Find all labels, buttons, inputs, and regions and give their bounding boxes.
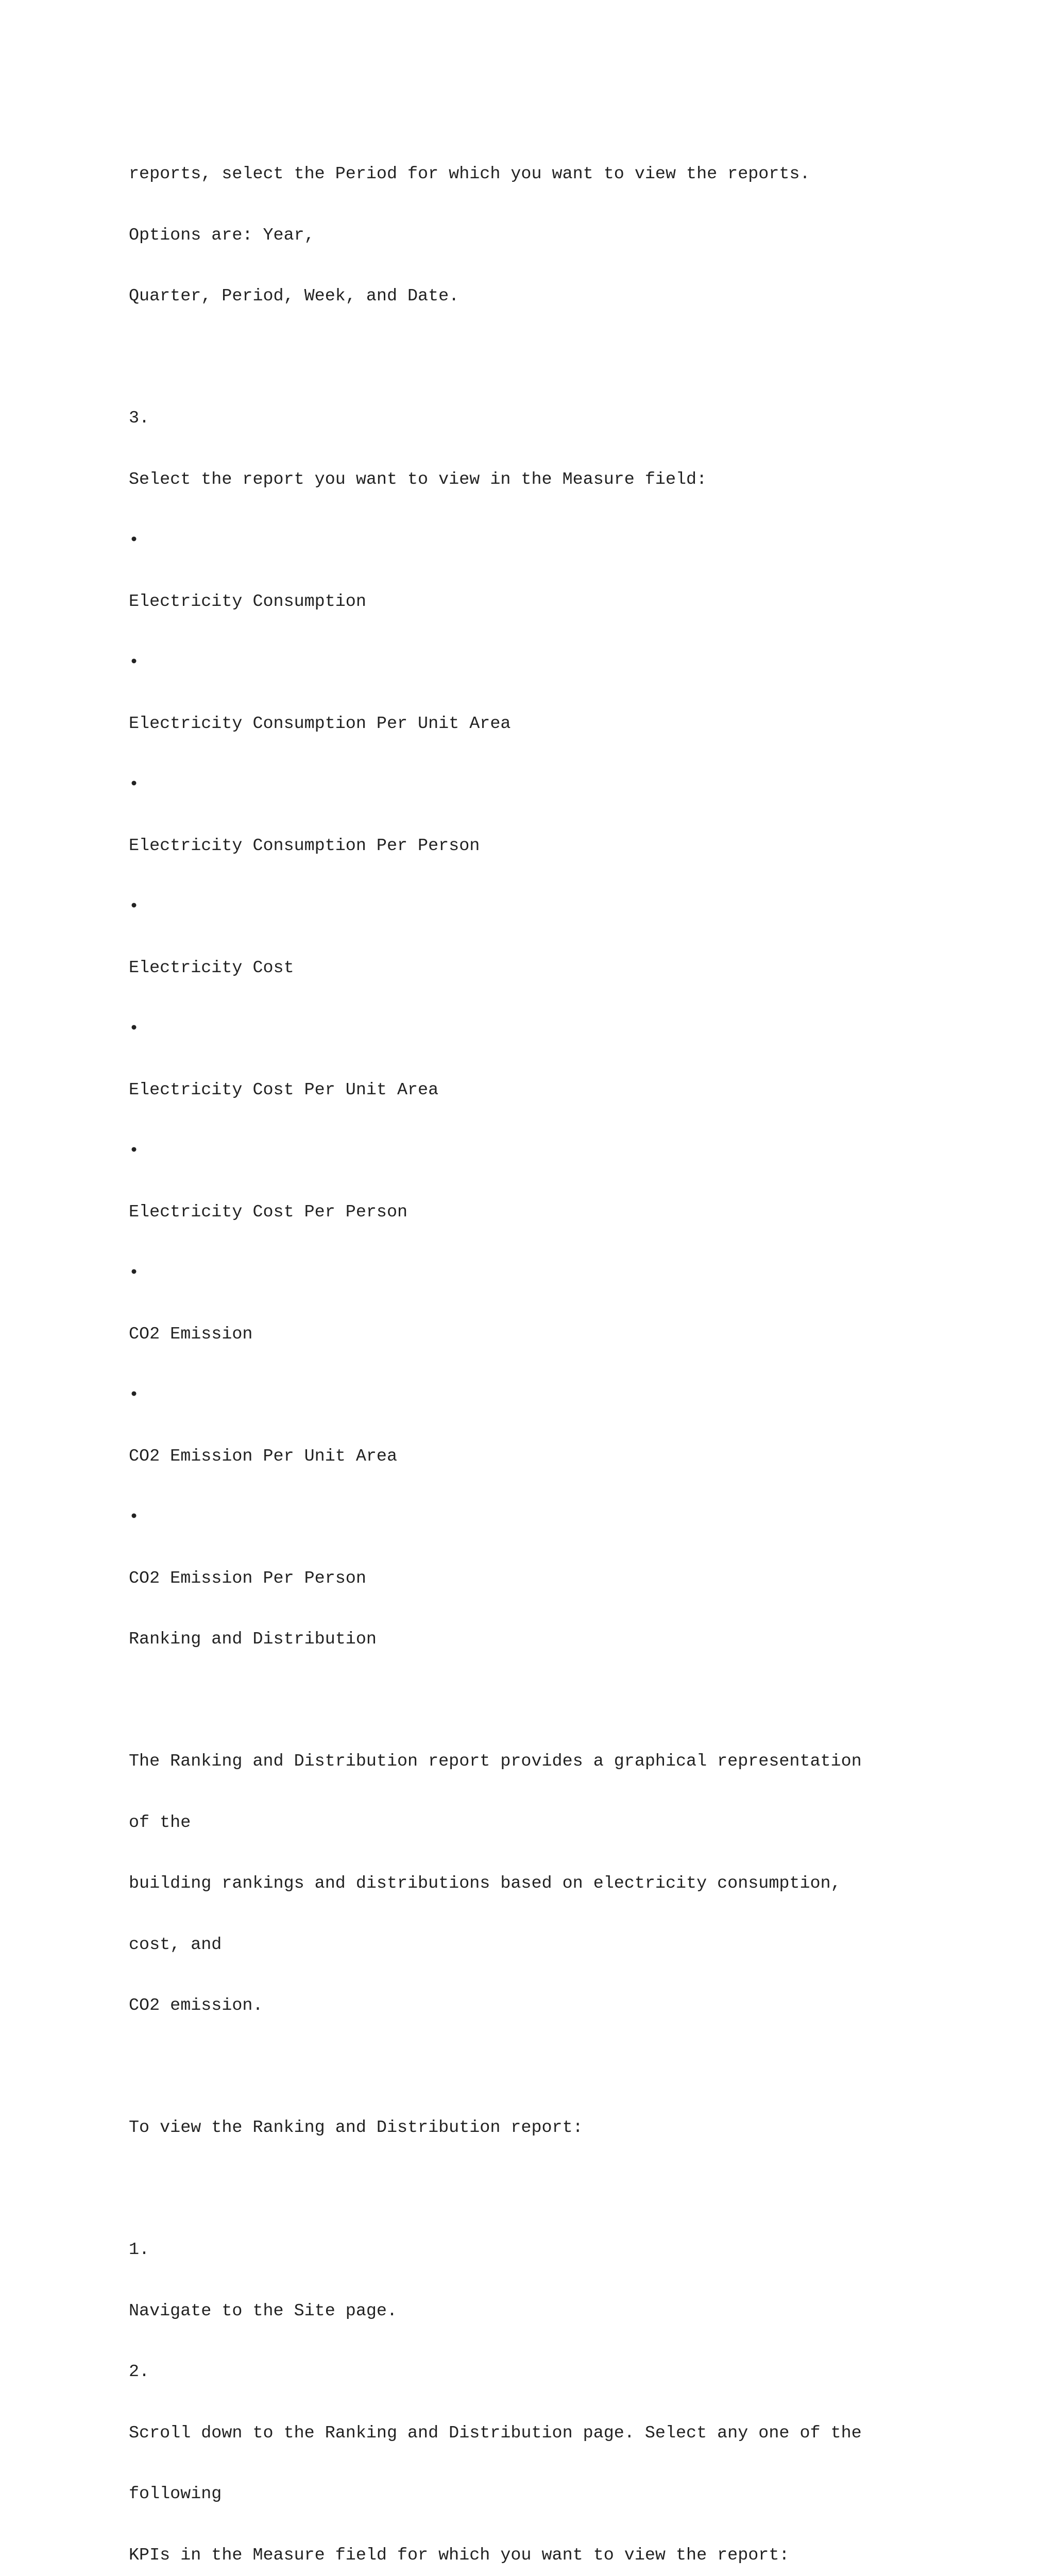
bullet: •: [129, 531, 140, 550]
step-number: 3.: [129, 409, 150, 428]
list-item: Electricity Cost Per Unit Area: [129, 1080, 439, 1100]
text-line: CO2 emission.: [129, 1996, 263, 2015]
blank-line: [129, 2179, 932, 2200]
bullet: •: [129, 1019, 140, 1039]
list-item: Electricity Consumption: [129, 591, 366, 612]
bullet: •: [129, 897, 140, 917]
step-number: 1.: [129, 2240, 150, 2260]
text-line: To view the Ranking and Distribution report:: [129, 2118, 583, 2138]
text-line: KPIs in the Measure field for which you want to view the report:: [129, 2545, 790, 2565]
list-item: CO2 Emission Per Unit Area: [129, 1446, 397, 1466]
bullet: •: [129, 775, 140, 794]
bullet: •: [129, 1385, 140, 1405]
document-text: [129, 124, 932, 2576]
bullet: •: [129, 653, 140, 672]
text-line: of the: [129, 1812, 191, 1833]
blank-line: [129, 2057, 932, 2078]
list-item: Electricity Consumption Per Person: [129, 836, 480, 856]
text-line: building rankings and distributions based on electricity consumption,: [129, 1874, 841, 1893]
text-line: Options are: Year,: [129, 225, 315, 245]
blank-line: [129, 1691, 932, 1711]
section-heading: Ranking and Distribution: [129, 1630, 377, 1649]
bullet: •: [129, 1141, 140, 1161]
step-number: 2.: [129, 2362, 150, 2382]
text-line: Scroll down to the Ranking and Distribution page. Select any one of the: [129, 2423, 862, 2443]
text-line: Select the report you want to view in the Measure field:: [129, 469, 707, 489]
bullet: •: [129, 1507, 140, 1527]
list-item: Electricity Cost: [129, 958, 294, 978]
text-line: reports, select the Period for which you want to view the reports.: [129, 164, 810, 184]
list-item: Electricity Cost Per Person: [129, 1202, 408, 1222]
text-line: Navigate to the Site page.: [129, 2301, 397, 2321]
list-item: Electricity Consumption Per Unit Area: [129, 714, 511, 734]
list-item: CO2 Emission: [129, 1324, 253, 1344]
list-item: CO2 Emission Per Person: [129, 1568, 366, 1588]
bullet: •: [129, 1263, 140, 1283]
text-line: Quarter, Period, Week, and Date.: [129, 286, 460, 306]
text-line: following: [129, 2484, 222, 2504]
text-line: cost, and: [129, 1935, 222, 1955]
text-line: The Ranking and Distribution report provides a graphical representation: [129, 1752, 862, 1771]
blank-line: [129, 348, 932, 368]
